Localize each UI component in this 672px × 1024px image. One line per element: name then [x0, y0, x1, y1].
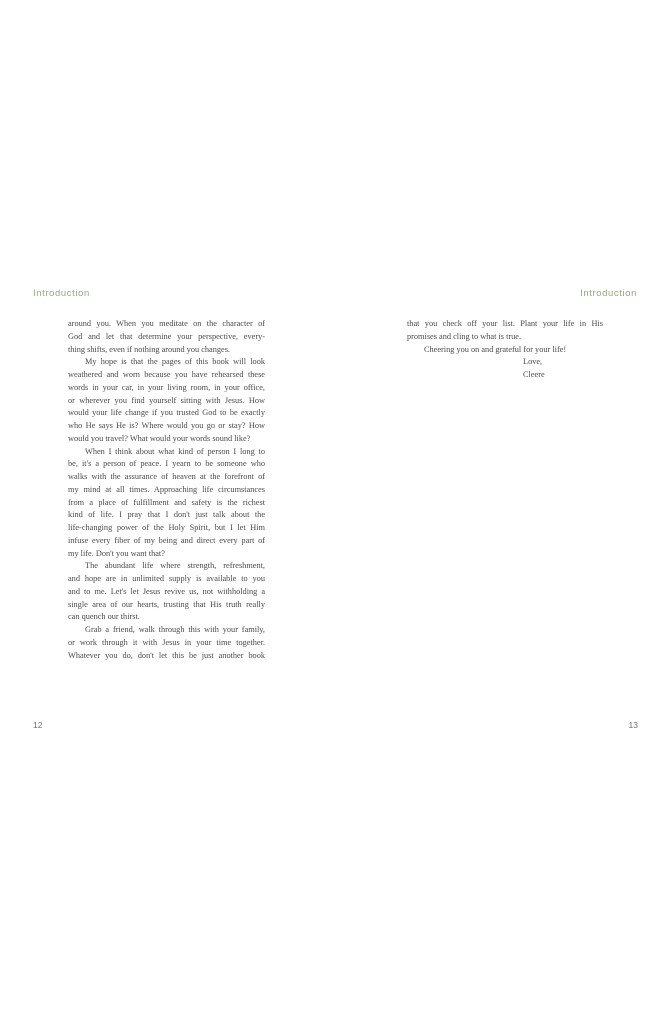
right-page-body: [407, 318, 603, 382]
text-line: My hope is that the pages of this book will look: [85, 357, 265, 367]
page-number-right: 13: [628, 720, 638, 730]
page-number-left: 12: [33, 720, 43, 730]
text-line: and to me. Let's let Jesus revive us, not withholding a: [68, 586, 265, 596]
text-line: weathered and worn because you have rehearsed these: [68, 370, 265, 379]
text-line: Cheering you on and grateful for your life!: [424, 344, 567, 354]
text-line: thing shifts, even if nothing around you changes.: [68, 344, 230, 354]
text-line: single area of our hearts, trusting that His truth really: [68, 599, 265, 609]
sign-off: Love,: [523, 357, 543, 367]
text-line: would you travel? What would your words sound like?: [68, 433, 251, 443]
text-line: promises and cling to what is true.: [407, 331, 522, 341]
text-line: words in your car, in your living room, in your office,: [68, 382, 265, 392]
text-line: or wherever you find yourself sitting with Jesus. How: [68, 395, 265, 405]
text-line: God and let that determine your perspective, every-: [68, 331, 265, 341]
text-line: my mind at all times. Approaching life circumstances: [68, 484, 265, 494]
text-line: who He says He is? Where would you go or stay? How: [68, 421, 265, 430]
text-line: around you. When you meditate on the character of: [68, 319, 265, 328]
text-line: When I think about what kind of person I long to: [85, 446, 265, 456]
text-line: Whatever you do, don't let this be just another book: [68, 650, 265, 660]
running-header-right: Introduction: [580, 288, 637, 299]
text-line: Grab a friend, walk through this with your family,: [85, 625, 265, 634]
text-line: walks with the assurance of heaven at the forefront of: [68, 472, 265, 481]
text-line: can quench our thirst.: [68, 612, 140, 622]
text-line: The abundant life where strength, refreshment,: [85, 561, 265, 571]
text-line: that you check off your list. Plant your life in His: [407, 319, 603, 328]
text-line: would your life change if you trusted God to be exactly: [68, 408, 265, 418]
text-line: kind of life. I pray that I don't just talk about the: [68, 510, 265, 520]
text-line: my life. Don't you want that?: [68, 548, 165, 558]
text-line: and hope are in unlimited supply is available to you: [68, 574, 265, 583]
signature-name: Cleere: [523, 370, 545, 379]
text-line: infuse every fiber of my being and direct every part of: [68, 535, 265, 545]
left-page-body: [68, 318, 265, 662]
text-line: be, it's a person of peace. I yearn to be someone who: [68, 459, 265, 469]
running-header-left: Introduction: [33, 288, 90, 299]
text-line: from a place of fulfillment and safety is the richest: [68, 497, 265, 507]
text-line: or work through it with Jesus in your time together.: [68, 637, 265, 647]
text-line: life-changing power of the Holy Spirit, but I let Him: [68, 523, 265, 532]
